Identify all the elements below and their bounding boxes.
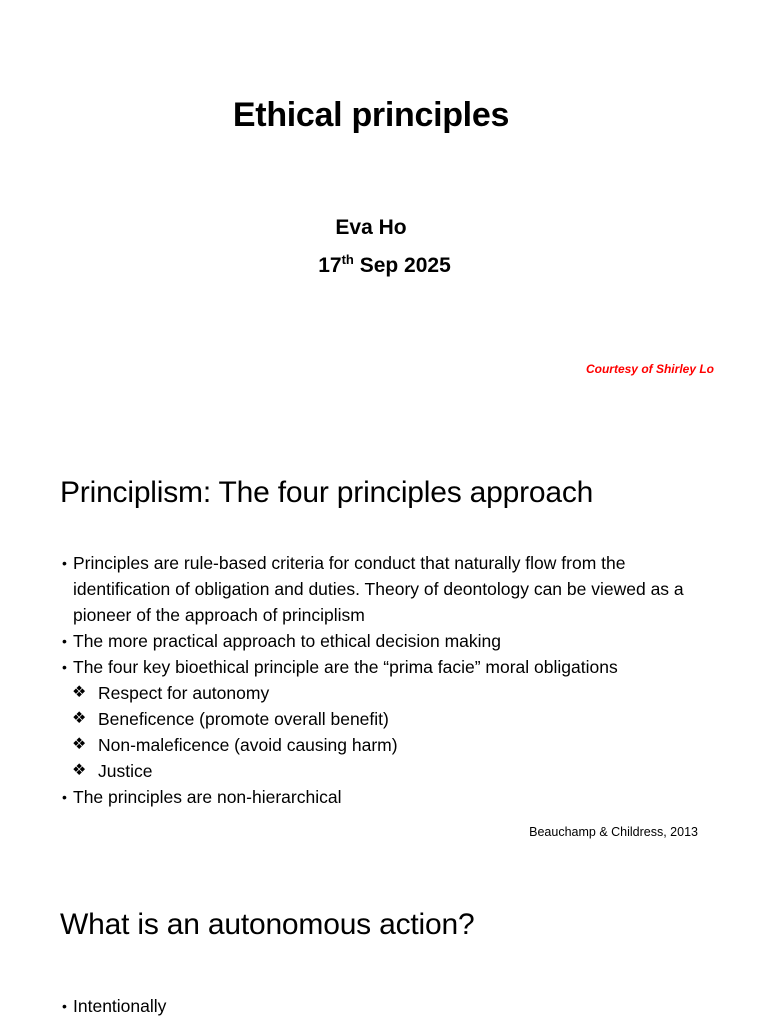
list-item-text: Beneficence (promote overall benefit) [98,709,389,729]
title-slide [0,0,768,420]
autonomous-action-slide [0,880,768,1024]
diamond-bullet-icon: ❖ [72,736,87,753]
bullet-dot-icon: • [62,555,67,571]
diamond-bullet-icon: ❖ [72,710,87,727]
sub-list-item [0,706,720,732]
bullet-dot-icon: • [62,998,67,1014]
list-item-text: Intentionally [73,996,167,1016]
bullet-dot-icon: • [62,633,67,649]
sub-list-item [0,680,720,706]
list-item [0,654,720,680]
list-item [0,550,720,628]
list-item-text: The principles are non-hierarchical [73,787,342,807]
list-item-text: The four key bioethical principle are the “prima facie” moral obligations [73,657,618,677]
sub-list-item [0,732,720,758]
list-item [0,784,720,810]
principlism-slide [0,420,768,880]
citation: Beauchamp & Childress, 2013 [529,825,698,839]
list-item-text: Justice [98,761,153,781]
bullet-dot-icon: • [62,789,67,805]
date-day: 17 [318,254,342,277]
diamond-bullet-icon: ❖ [72,762,87,779]
list-item-text: The more practical approach to ethical decision making [73,631,501,651]
bullet-list [0,550,720,810]
sub-list-item [0,758,720,784]
bullet-list [0,993,720,1019]
bullet-dot-icon: • [62,659,67,675]
slide-title: Ethical principles [232,96,510,134]
author-name: Eva Ho [335,216,407,239]
slide-heading: Principlism: The four principles approach [60,476,594,509]
date-rest: Sep 2025 [353,254,451,277]
list-item-text: Principles are rule-based criteria for conduct that naturally flow from the identification of obligation and duties. Theory of deontology can be viewed as a pioneer of the approach of principlism [73,553,684,625]
list-item-text: Respect for autonomy [98,683,270,703]
date-suffix: th [341,252,354,267]
list-item [0,993,720,1019]
courtesy-note: Courtesy of Shirley Lo [585,362,714,376]
list-item [0,628,720,654]
diamond-bullet-icon: ❖ [72,684,87,701]
slide-heading: What is an autonomous action? [60,908,475,941]
list-item-text: Non-maleficence (avoid causing harm) [98,735,398,755]
presentation-date [0,254,768,278]
